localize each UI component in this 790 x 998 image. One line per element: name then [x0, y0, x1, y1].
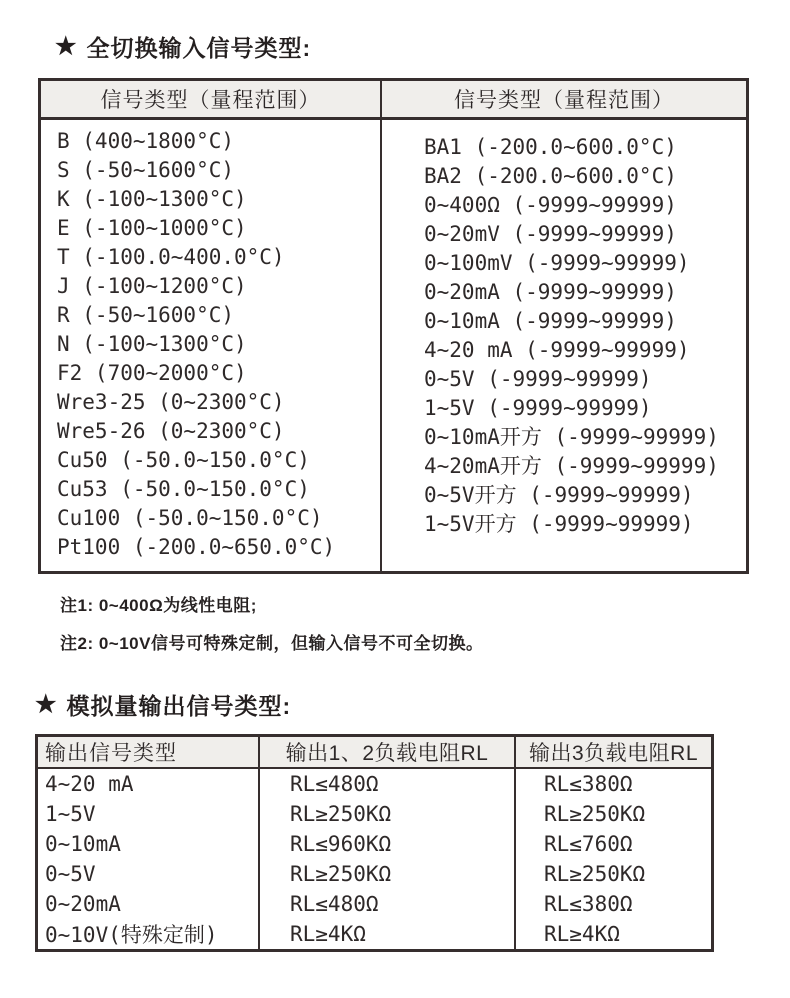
- signal-type-item: R (-50~1600°C): [57, 303, 235, 327]
- table-row: [38, 919, 711, 949]
- signal-type-item: BA1 (-200.0~600.0°C): [424, 135, 677, 159]
- signal-type-item: 0~10mA (-9999~99999): [424, 309, 677, 333]
- input-table-notes: [60, 591, 790, 654]
- signal-type-item: E (-100~1000°C): [57, 216, 247, 240]
- output-type-cell: 0~10mA: [38, 829, 260, 859]
- rl3-cell: RL≤760Ω: [544, 832, 633, 856]
- input-section-title: [55, 30, 790, 63]
- rl12-cell: RL≤960KΩ: [260, 829, 516, 859]
- signal-type-item: J (-100~1200°C): [57, 274, 247, 298]
- signal-type-item: 0~10mA开方 (-9999~99999): [424, 425, 719, 449]
- signal-type-item: Cu50 (-50.0~150.0°C): [57, 448, 310, 472]
- signal-type-item: 1~5V (-9999~99999): [424, 396, 652, 420]
- rl3-cell: RL≥250KΩ: [544, 862, 646, 886]
- output-signal-table: [35, 734, 714, 952]
- signal-type-item: Wre5-26 (0~2300°C): [57, 419, 285, 443]
- signal-type-item: Pt100 (-200.0~650.0°C): [57, 535, 336, 559]
- linear-signal-column: [382, 120, 746, 571]
- signal-type-item: N (-100~1300°C): [57, 332, 247, 356]
- output-section-title-text: 模拟量输出信号类型:: [66, 693, 292, 719]
- output-table-header-rl12: 输出1、2负载电阻RL: [260, 737, 516, 767]
- output-type-cell: 0~20mA: [38, 889, 260, 919]
- signal-type-item: S (-50~1600°C): [57, 158, 235, 182]
- table-row: [38, 829, 711, 859]
- signal-type-item: F2 (700~2000°C): [57, 361, 247, 385]
- rl3-cell: RL≥4KΩ: [544, 922, 620, 946]
- signal-type-item: BA2 (-200.0~600.0°C): [424, 164, 677, 188]
- input-table-body: [41, 120, 746, 571]
- signal-type-item: Wre3-25 (0~2300°C): [57, 390, 285, 414]
- rl12-cell: RL≥250KΩ: [260, 799, 516, 829]
- thermocouple-rtd-column: [41, 120, 382, 571]
- output-table-header-rl3: 输出3负载电阻RL: [528, 742, 699, 765]
- output-type-cell: 0~10V(特殊定制): [38, 919, 260, 949]
- output-type-cell: 0~5V: [38, 859, 260, 889]
- output-section-title: [35, 688, 790, 721]
- input-signal-table: [38, 78, 749, 574]
- signal-type-item: 0~20mA (-9999~99999): [424, 280, 677, 304]
- signal-type-item: 0~400Ω (-9999~99999): [424, 193, 677, 217]
- star-icon: ★: [35, 690, 58, 718]
- signal-type-item: 4~20mA开方 (-9999~99999): [424, 454, 719, 478]
- rl3-cell: RL≤380Ω: [544, 892, 633, 916]
- signal-type-item: Cu100 (-50.0~150.0°C): [57, 506, 323, 530]
- output-table-header-type: 输出信号类型: [38, 737, 260, 767]
- star-icon: ★: [55, 32, 78, 60]
- note-1: 注1: 0~400Ω为线性电阻;: [60, 596, 257, 615]
- input-table-header-right: 信号类型（量程范围）: [454, 89, 674, 112]
- rl12-cell: RL≥250KΩ: [260, 859, 516, 889]
- signal-type-item: B (400~1800°C): [57, 129, 235, 153]
- table-row: [38, 769, 711, 799]
- input-section-title-text: 全切换输入信号类型:: [86, 35, 312, 61]
- signal-type-item: 0~100mV (-9999~99999): [424, 251, 690, 275]
- note-2: 注2: 0~10V信号可特殊定制，但输入信号不可全切换。: [60, 634, 484, 653]
- signal-type-item: T (-100.0~400.0°C): [57, 245, 285, 269]
- table-row: [38, 799, 711, 829]
- signal-type-item: 0~20mV (-9999~99999): [424, 222, 677, 246]
- table-row: [38, 889, 711, 919]
- output-type-cell: 1~5V: [38, 799, 260, 829]
- signal-type-item: 0~5V开方 (-9999~99999): [424, 483, 694, 507]
- rl3-cell: RL≤380Ω: [544, 772, 633, 796]
- signal-type-item: K (-100~1300°C): [57, 187, 247, 211]
- rl12-cell: RL≥4KΩ: [260, 919, 516, 949]
- rl12-cell: RL≤480Ω: [260, 889, 516, 919]
- input-table-header-left: 信号类型（量程范围）: [41, 81, 382, 117]
- input-table-header-row: [41, 81, 746, 120]
- signal-type-item: 4~20 mA (-9999~99999): [424, 338, 690, 362]
- table-row: [38, 859, 711, 889]
- rl3-cell: RL≥250KΩ: [544, 802, 646, 826]
- rl12-cell: RL≤480Ω: [260, 769, 516, 799]
- signal-type-item: Cu53 (-50.0~150.0°C): [57, 477, 310, 501]
- output-table-header-row: [38, 737, 711, 769]
- signal-type-item: 1~5V开方 (-9999~99999): [424, 512, 694, 536]
- signal-type-item: 0~5V (-9999~99999): [424, 367, 652, 391]
- output-type-cell: 4~20 mA: [38, 769, 260, 799]
